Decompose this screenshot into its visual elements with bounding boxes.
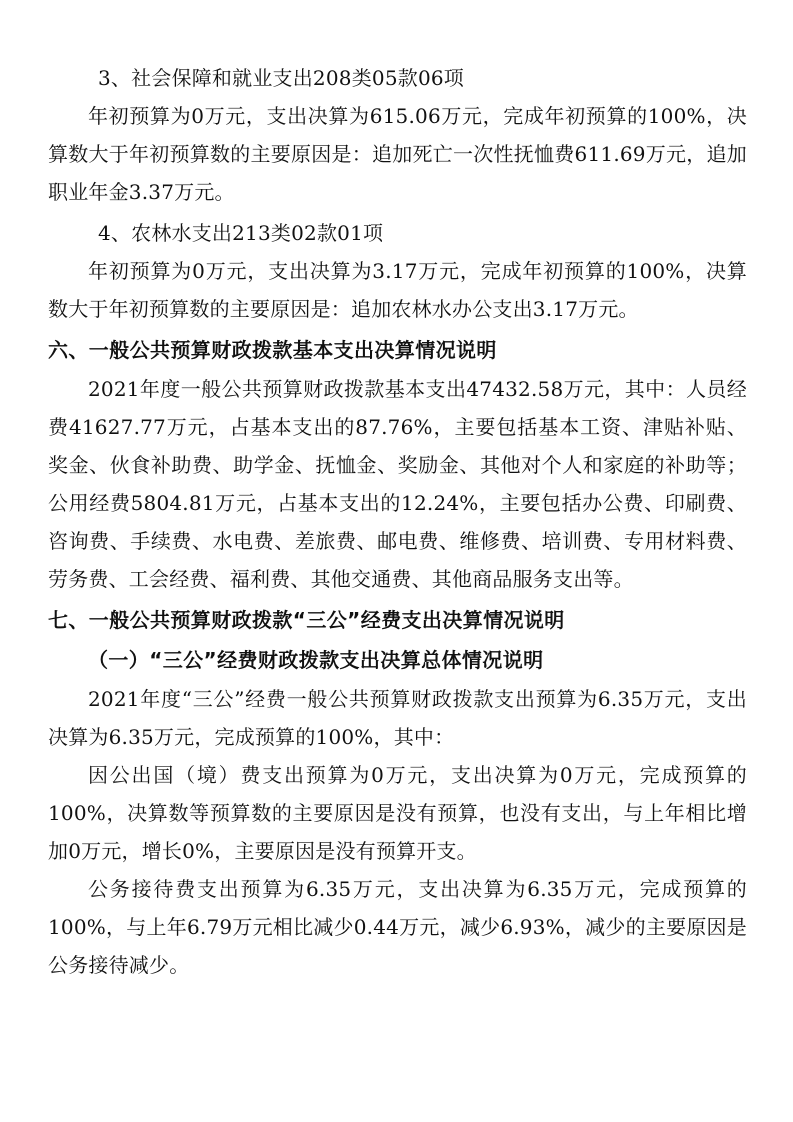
item-4-text: 年初预算为0万元，支出决算为3.17万元，完成年初预算的100%，决算数大于年初预算数的主要原因是：追加农林水办公支出3.17万元。: [48, 259, 747, 321]
section-7-paragraph-1: 2021年度“三公”经费一般公共预算财政拨款支出预算为6.35万元，支出决算为6.35万元，完成预算的100%，其中：: [48, 687, 747, 749]
section-7-heading: 七、一般公共预算财政拨款“三公”经费支出决算情况说明: [48, 608, 565, 632]
section-6-text: 2021年度一般公共预算财政拨款基本支出47432.58万元，其中：人员经费41627.77万元，占基本支出的87.76%，主要包括基本工资、津贴补贴、奖金、伙食补助费、助学金、抚恤金、奖励金、其他对个人和家庭的补助等；公用经费5804.81万元，占基本支出的12.24%，主要包括办公费、印刷费、咨询费、手续费、水电费、差旅费、邮电费、维修费、培训费、专用材料费、劳务费、工会经费、福利费、其他交通费、其他商品服务支出等。: [48, 377, 747, 591]
section-7-subheading: （一）“三公”经费财政拨款支出决算总体情况说明: [88, 648, 544, 672]
section-7-paragraph-2: 因公出国（境）费支出预算为0万元，支出决算为0万元，完成预算的100%，决算数等预算数的主要原因是没有预算，也没有支出，与上年相比增加0万元，增长0%，主要原因是没有预算开支。: [48, 763, 747, 863]
item-3-title: 3、社会保障和就业支出208类05款06项: [98, 66, 464, 90]
item-4-title: 4、农林水支出213类02款01项: [98, 221, 384, 245]
section-6-heading: 六、一般公共预算财政拨款基本支出决算情况说明: [48, 338, 497, 362]
section-7-paragraph-3: 公务接待费支出预算为6.35万元，支出决算为6.35万元，完成预算的100%，与上年6.79万元相比减少0.44万元，减少6.93%，减少的主要原因是公务接待减少。: [48, 877, 747, 977]
item-3-text: 年初预算为0万元，支出决算为615.06万元，完成年初预算的100%，决算数大于年初预算数的主要原因是：追加死亡一次性抚恤费611.69万元，追加职业年金3.37万元。: [48, 104, 747, 204]
